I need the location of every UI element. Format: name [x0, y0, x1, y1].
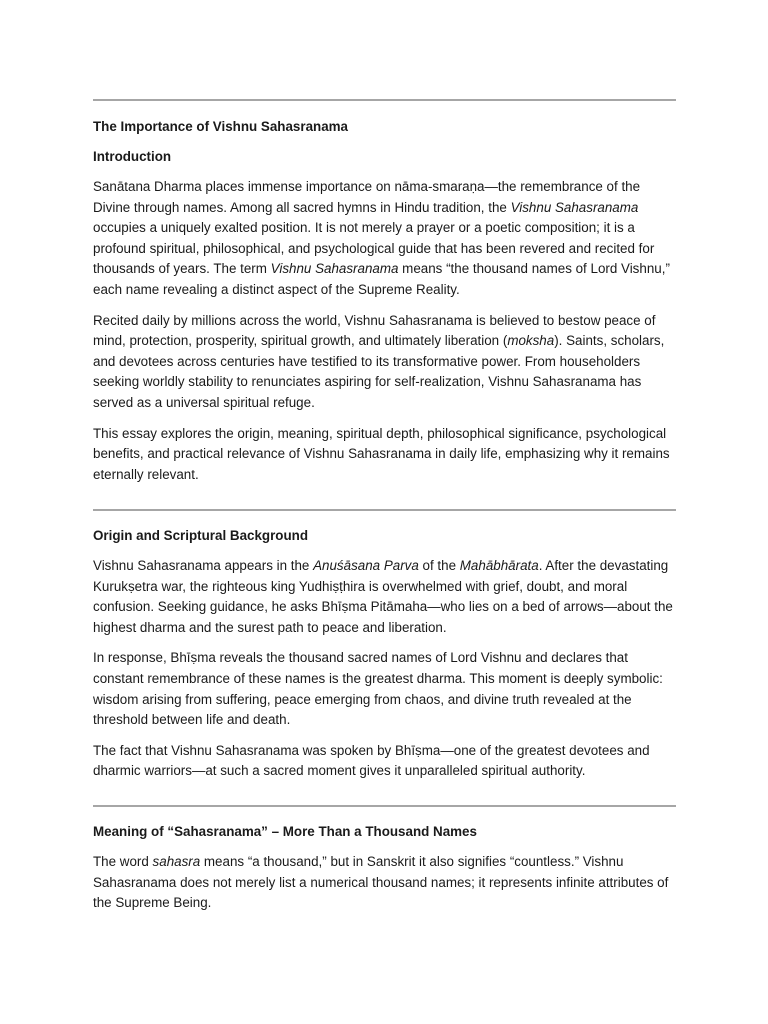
text-run: The word	[93, 854, 153, 869]
text-run: means “a thousand,” but in Sanskrit it also signifies “countless.” Vishnu Sahasranama does not merely list a numerical thousand names; it represents infinite attributes of the Supreme Being.	[93, 854, 669, 911]
section-body-introduction	[93, 177, 679, 485]
paragraph	[93, 852, 679, 914]
text-run: ). Saints, scholars, and devotees across centuries have testified to its transformative power. From householders seeking worldly stability to renunciates aspiring for self-realization, Vishnu Sahasranama has served as a universal spiritual refuge.	[93, 333, 665, 410]
paragraph	[93, 311, 679, 414]
text-run: occupies a uniquely exalted position. It is not merely a prayer or a poetic composition; it is a profound spiritual, philosophical, and psychological guide that has been revered and recited for thousands of years. The term	[93, 220, 655, 277]
text-run: In response, Bhīṣma reveals the thousand sacred names of Lord Vishnu and declares that constant remembrance of these names is the greatest dharma. This moment is deeply symbolic: wisdom arising from suffering, peace emerging from chaos, and divine truth revealed at the threshold between life and death.	[93, 650, 663, 728]
paragraph	[93, 177, 679, 301]
section-heading-introduction: Introduction	[93, 149, 172, 164]
italic-text: Mahābhārata	[459, 558, 539, 573]
italic-text: Anuśāsana Parva	[313, 558, 419, 573]
text-run: of the	[418, 558, 460, 573]
text-run: This essay explores the origin, meaning, spiritual depth, philosophical significance, psychological benefits, and practical relevance of Vishnu Sahasranama in daily life, emphasizing why it remains eternally relevant.	[93, 425, 670, 482]
italic-text: sahasra	[152, 854, 201, 869]
text-run: Recited daily by millions across the world, Vishnu Sahasranama is believed to bestow peace of mind, protection, prosperity, spiritual growth, and ultimately liberation (	[93, 312, 656, 349]
section-heading-origin: Origin and Scriptural Background	[93, 528, 309, 543]
text-run: Sanātana Dharma places immense importance on nāma-smaraṇa—the remembrance of the Divine through names. Among all sacred hymns in Hindu tradition, the	[93, 179, 641, 215]
italic-text: Vishnu Sahasranama	[510, 199, 639, 215]
text-run: . After the devastating Kurukṣetra war, the righteous king Yudhiṣṭhira is overwhelmed with grief, doubt, and moral confusion. Seeking guidance, he asks Bhīṣma Pitāmaha—who lies on a bed of arrows—about the highest dharma and the surest path to peace and liberation.	[93, 558, 673, 635]
text-run: means “the thousand names of Lord Vishnu,” each name revealing a distinct aspect of the Supreme Reality.	[93, 261, 670, 297]
paragraph	[93, 424, 679, 486]
italic-text: Vishnu Sahasranama	[270, 261, 399, 277]
section-heading-meaning: Meaning of “Sahasranama” – More Than a Thousand Names	[93, 824, 477, 839]
paragraph	[93, 556, 679, 638]
paragraph	[93, 648, 679, 730]
italic-text: moksha	[507, 333, 555, 349]
paragraph	[93, 741, 679, 782]
text-run: Vishnu Sahasranama appears in the	[93, 558, 314, 573]
text-run: The fact that Vishnu Sahasranama was spoken by Bhīṣma—one of the greatest devotees and dharmic warriors—at such a sacred moment gives it unparalleled spiritual authority.	[93, 742, 650, 779]
document-title: The Importance of Vishnu Sahasranama	[93, 119, 348, 134]
section-body-origin	[93, 556, 679, 782]
horizontal-rule	[93, 99, 676, 101]
section-body-meaning	[93, 852, 679, 914]
horizontal-rule	[93, 509, 676, 511]
horizontal-rule	[93, 805, 676, 807]
